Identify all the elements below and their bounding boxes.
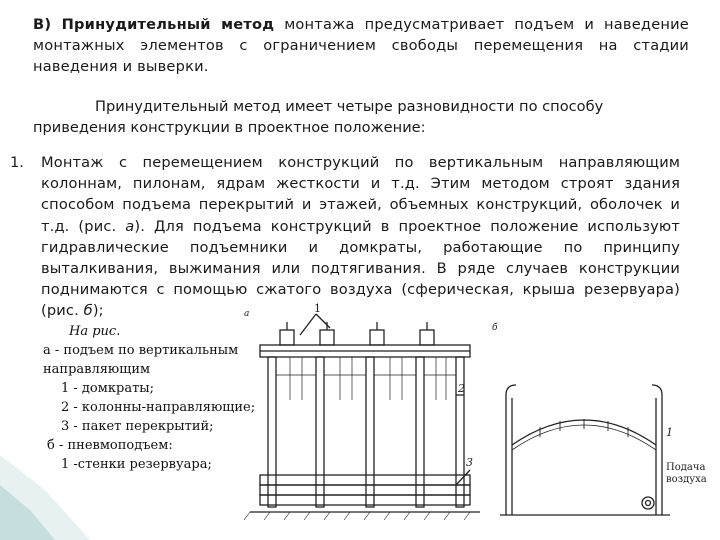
paragraph-rest: монтажа предусматривает подъем и наведение монтажных элементов с ограничением свободы перемещения на стадии наведения и выверки. (33, 16, 689, 75)
text-part: Монтаж с перемещением конструкций по вертикальным направляющим колоннам, пилонам, ядрам жесткости и т.д. Этим методом строят здания способом подъема перекрытий и этажей, объемных конструкций, оболочек и т.д. (рис. (41, 154, 680, 235)
text-part: ); (92, 302, 104, 320)
text-part: ). Для подъема конструкций в проектное положение используют гидравлические подъемники и домкраты, работающие по принципу выталкивания, выжимания или подтягивания. В ряде случаев конструкции поднимаются с помощью сжатого воздуха (сферическая, крыша резервуара) (рис. (41, 217, 681, 320)
label-2: 2 (458, 382, 465, 395)
figure-label-b: б (492, 323, 498, 333)
list-item-1 (10, 152, 680, 322)
label-1: 1 (314, 302, 321, 315)
figure-a-lift-frame (244, 302, 480, 520)
figure-label-a: а (244, 309, 250, 319)
caption-line-b: б - пневмоподъем: (47, 438, 173, 453)
label-3: 3 (466, 456, 473, 469)
paragraph-varieties: Принудительный метод имеет четыре разновидности по способу приведения конструкции в проектное положение: (33, 98, 604, 136)
caption-item-3: 3 - пакет перекрытий; (61, 419, 214, 434)
caption-line-a: а - подъем по вертикальным (43, 343, 239, 358)
figure-caption (43, 322, 256, 474)
construction-figure (230, 300, 720, 540)
label-b1: 1 (666, 426, 673, 439)
caption-item-2: 2 - колонны-направляющие; (61, 400, 256, 415)
list-item-text (41, 152, 680, 322)
figure-b-pneumatic-lift (492, 322, 707, 515)
paragraph-lead: В) Принудительный метод (33, 16, 275, 33)
air-supply-label-2: воздуха (666, 474, 707, 485)
figure-ref-a: а (125, 217, 135, 235)
paragraph-forced-method (33, 14, 689, 77)
caption-line-a2: направляющим (43, 362, 151, 377)
list-number: 1. (10, 154, 24, 171)
air-supply-label: Подача (666, 462, 706, 473)
caption-title: На рис. (69, 324, 121, 339)
caption-item-1: 1 - домкраты; (61, 381, 154, 396)
caption-item-b1: 1 -стенки резервуара; (61, 457, 212, 472)
figure-ref-b: б (83, 302, 93, 320)
